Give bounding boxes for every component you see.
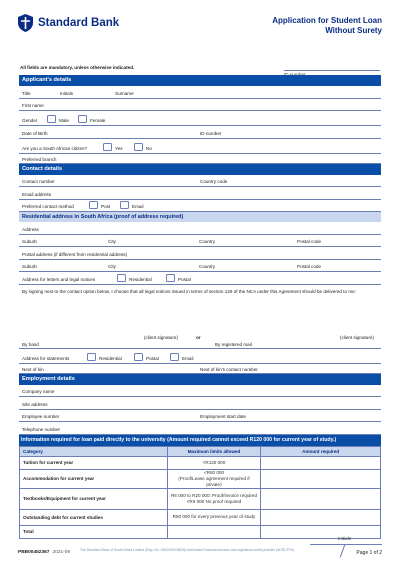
- title-row[interactable]: [19, 86, 381, 99]
- letters-postal-label: Postal: [178, 276, 191, 282]
- id-number-field[interactable]: [284, 63, 380, 71]
- email-option-label: Email: [132, 204, 144, 209]
- telephone-field[interactable]: [19, 422, 381, 435]
- document-title: [272, 16, 382, 36]
- amount-input[interactable]: [261, 456, 381, 469]
- amount-input[interactable]: [261, 509, 381, 525]
- gender-row: [19, 111, 381, 126]
- letters-residential-checkbox[interactable]: [117, 274, 126, 282]
- dob-row[interactable]: [19, 126, 381, 139]
- table-row: [20, 469, 381, 488]
- surname-label: Surname: [115, 90, 134, 96]
- branch-field[interactable]: [19, 154, 381, 164]
- form-date: 2021-09: [52, 550, 71, 555]
- mandatory-note: All fields are mandatory, unless otherwise indicated.: [20, 65, 135, 70]
- letters-postal-checkbox[interactable]: [166, 274, 175, 282]
- table-row: [20, 525, 381, 538]
- suburb-label: Suburb: [22, 239, 37, 244]
- initials-label: Initials: [60, 90, 74, 96]
- suburb-row[interactable]: [19, 235, 381, 248]
- male-checkbox[interactable]: [47, 115, 56, 123]
- country-code-label: Country code: [200, 179, 228, 184]
- employee-number-row[interactable]: [19, 410, 381, 423]
- post-checkbox[interactable]: [89, 201, 98, 209]
- col-category: Category: [20, 446, 168, 456]
- limit-cell: [167, 525, 261, 538]
- address-label: Address: [22, 226, 39, 232]
- limit-cell: [167, 488, 261, 509]
- statements-label: Address for statements: [22, 355, 70, 361]
- category-cell: Textbooks/Equipment for current year: [20, 488, 168, 509]
- email-label: Email address: [22, 191, 52, 197]
- preferred-method-row: [19, 200, 381, 213]
- statements-email-label: Email: [182, 355, 194, 361]
- col-max-limits: Maximum limits allowed: [167, 446, 261, 456]
- next-of-kin-row[interactable]: [19, 364, 381, 374]
- citizen-label: Are you a South African citizen?: [22, 145, 88, 151]
- male-label: Male: [59, 118, 69, 123]
- contact-number-label: Contact number: [22, 179, 55, 184]
- telephone-label: Telephone number: [22, 426, 61, 432]
- address-field[interactable]: [19, 222, 381, 235]
- post-label: Post: [101, 204, 111, 209]
- initials-field[interactable]: [310, 544, 382, 545]
- letters-residential-label: Residential: [129, 276, 152, 282]
- section-employment: Employment details: [19, 374, 381, 385]
- document-code: [18, 550, 70, 555]
- client-signature-label-1: (client signature): [144, 334, 178, 340]
- category-cell: Accommodation for current year: [20, 469, 168, 488]
- start-date-label: Employment start date: [200, 414, 246, 419]
- company-label: Company name: [22, 389, 55, 394]
- title-line-2: Without Surety: [325, 26, 382, 35]
- statements-residential-checkbox[interactable]: [87, 353, 96, 361]
- statements-email-checkbox[interactable]: [170, 353, 179, 361]
- title-line-1: Application for Student Loan: [272, 16, 382, 25]
- limit-cell: [167, 469, 261, 488]
- page-number: Page 1 of 2: [356, 550, 382, 556]
- statements-postal-label: Postal: [146, 355, 159, 361]
- country-label: Country: [199, 239, 216, 244]
- limit-cell: <R120 000: [167, 456, 261, 469]
- by-hand-label: By hand: [22, 341, 39, 347]
- postal-suburb-label: Suburb: [22, 264, 37, 269]
- limit-cell: R50 000 for every previous year of study: [167, 509, 261, 525]
- title-label: Title: [22, 90, 31, 96]
- city-label: City: [108, 239, 116, 244]
- limit-line: <R60 000 (Proof/Lease agreement required if private): [178, 469, 250, 487]
- or-label: or: [196, 334, 201, 340]
- statements-residential-label: Residential: [99, 355, 122, 361]
- first-name-field[interactable]: [19, 99, 381, 112]
- section-applicant: Applicant's details: [19, 75, 381, 86]
- amount-input[interactable]: [261, 469, 381, 488]
- no-label: No: [146, 145, 152, 151]
- loan-table-title: Information required for loan paid directly to the university (Amount required cannot exceed R120 000 for current year of study.): [19, 435, 381, 446]
- citizen-row: [19, 139, 381, 154]
- postal-suburb-row[interactable]: [19, 260, 381, 273]
- brand-logo: [18, 14, 119, 32]
- loan-table-header: [20, 446, 381, 456]
- email-field[interactable]: [19, 187, 381, 200]
- preferred-method-label: Preferred contact method: [22, 204, 74, 209]
- loan-table: [19, 446, 381, 539]
- statements-postal-checkbox[interactable]: [134, 353, 143, 361]
- legal-notice-consent: By signing next to the contact option below, I choose that all legal notices issued in terms of section 129 of the NCA under this Agreement should be delivered to me:: [22, 288, 357, 294]
- client-signature-label-2: (client signature): [340, 334, 374, 340]
- site-field[interactable]: [19, 397, 381, 410]
- dob-label: Date of Birth: [22, 130, 48, 136]
- yes-label: Yes: [115, 145, 123, 151]
- amount-input[interactable]: [261, 488, 381, 509]
- application-form: [19, 75, 381, 539]
- category-cell: Outstanding debt for current studies: [20, 509, 168, 525]
- postal-code-label: Postal code: [297, 239, 322, 244]
- kin-contact-label: Next of kin's contact number: [200, 366, 258, 372]
- contact-number-row[interactable]: [19, 175, 381, 188]
- postal-address-field[interactable]: [19, 247, 381, 260]
- signature-row: [19, 329, 381, 341]
- postal-country-label: Country: [199, 264, 216, 269]
- form-code: PBB00452367: [18, 550, 50, 555]
- col-amount-required: Amount required: [261, 446, 381, 456]
- shield-logo-icon: [18, 14, 33, 32]
- limit-line: R6 000 to R20 000: Proof/Invoice required <R6 000 No proof required: [170, 492, 258, 504]
- branch-label: Preferred branch: [22, 156, 57, 162]
- delivery-options-row: [19, 341, 381, 349]
- female-checkbox[interactable]: [78, 115, 87, 123]
- company-field[interactable]: [19, 385, 381, 398]
- initials-label: Initials: [338, 536, 352, 541]
- postal-address-label: Postal address (if different from residential address): [22, 251, 128, 257]
- citizen-no-checkbox[interactable]: [134, 143, 143, 151]
- first-name-label: First name: [22, 103, 44, 108]
- brand-name: Standard Bank: [38, 17, 120, 29]
- id-number-row-label: ID number: [200, 130, 222, 136]
- postal-city-label: City: [108, 264, 116, 269]
- category-cell: Tuition for current year: [20, 456, 168, 469]
- table-row: [20, 488, 381, 509]
- female-label: Female: [90, 118, 106, 123]
- divider-slash: [340, 544, 346, 557]
- by-registered-mail-label: By registered mail: [215, 341, 252, 347]
- statements-row: [19, 349, 381, 364]
- letters-address-row: [19, 272, 381, 285]
- next-of-kin-label: Next of kin: [22, 366, 44, 372]
- amount-input[interactable]: [261, 525, 381, 538]
- table-row: [20, 456, 381, 469]
- email-checkbox[interactable]: [120, 201, 129, 209]
- employee-number-label: Employee number: [22, 414, 60, 419]
- citizen-yes-checkbox[interactable]: [103, 143, 112, 151]
- letters-label: Address for letters and legal notices: [22, 276, 96, 282]
- site-label: Site address: [22, 401, 48, 407]
- table-row: [20, 509, 381, 525]
- section-residential-address: Residential address in South Africa (proof of address required): [19, 212, 381, 222]
- section-contact: Contact details: [19, 164, 381, 175]
- legal-disclaimer: The Standard Bank of South Africa Limited (Reg. No. 1962/000738/06) Authorised financial services and registered credit provider (NCRCP15).: [80, 548, 295, 552]
- gender-label: Gender: [22, 118, 38, 123]
- postal-postal-code-label: Postal code: [297, 264, 322, 269]
- category-cell: Total: [20, 525, 168, 538]
